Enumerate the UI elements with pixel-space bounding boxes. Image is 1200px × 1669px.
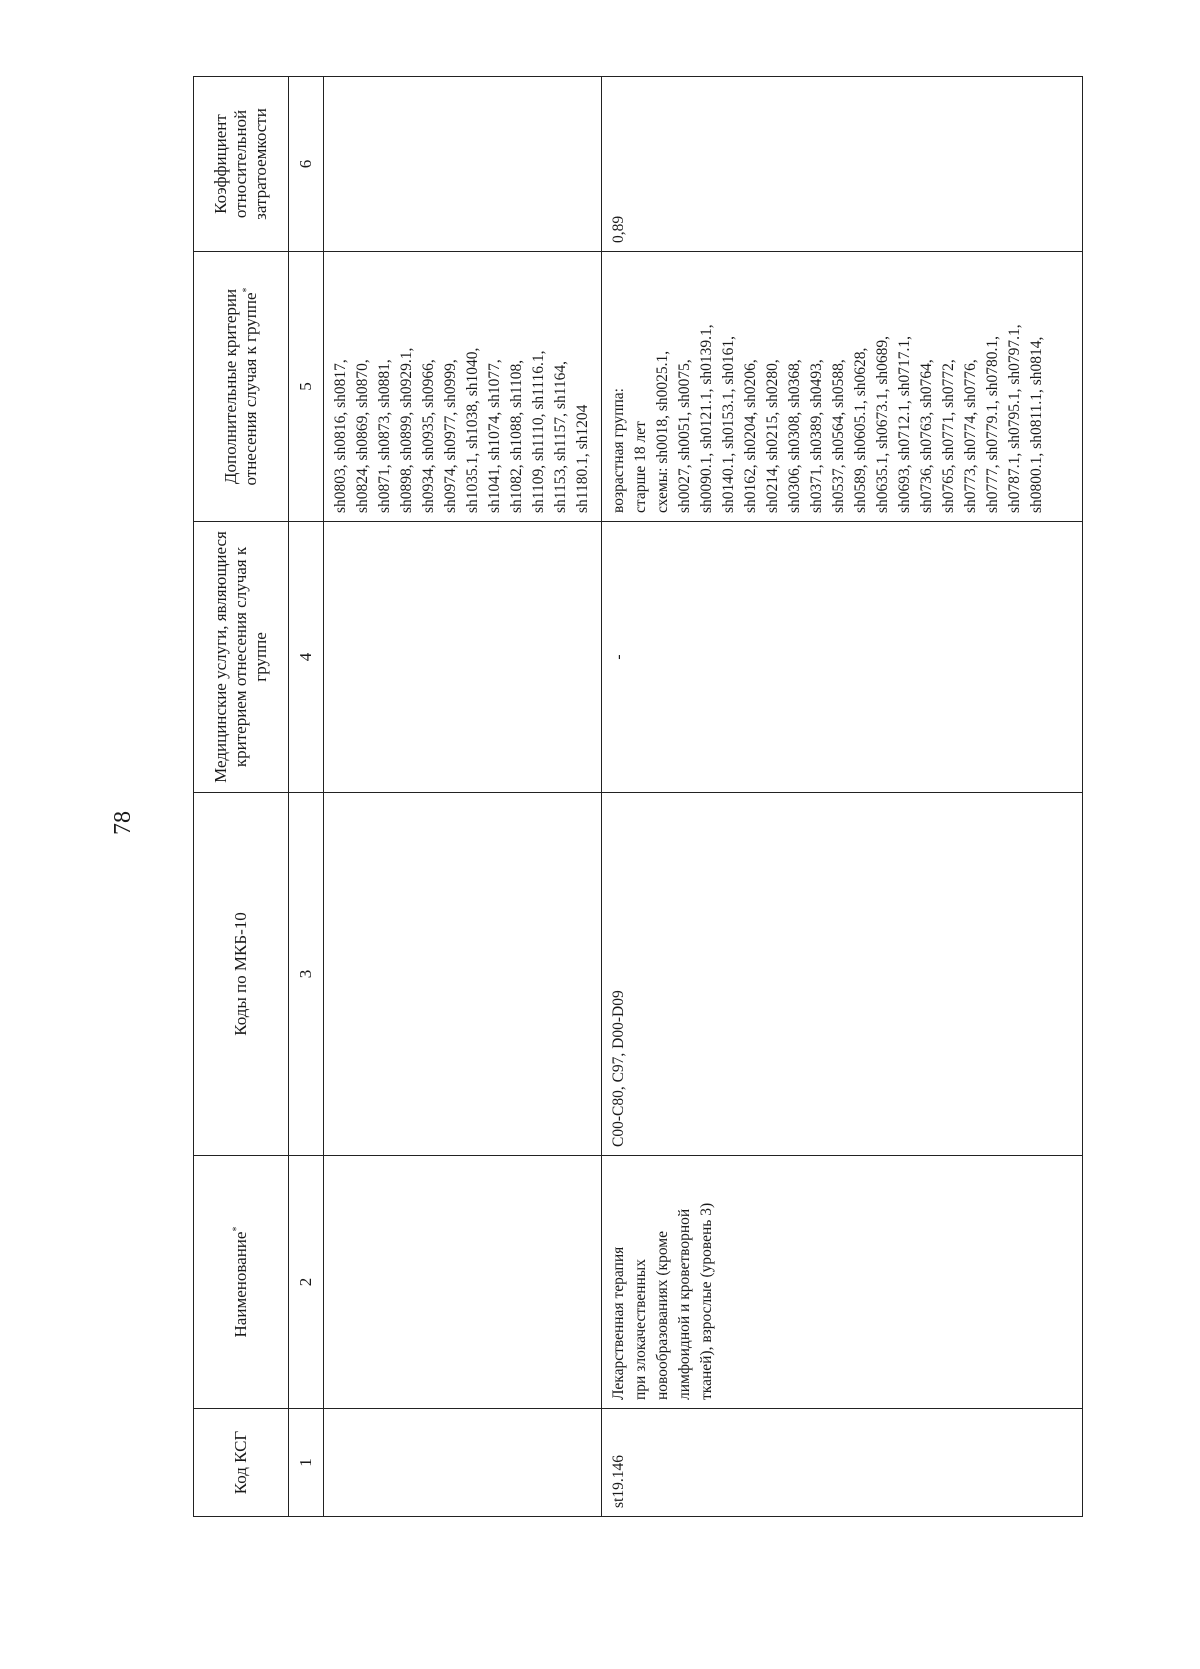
header-cell [194, 77, 289, 252]
cell-services: - [602, 522, 1083, 793]
column-number: 3 [289, 793, 324, 1156]
page-number: 78 [110, 811, 136, 835]
header-label: Медицинские услуги, являющиеся критерием отнесения случая к группе [211, 531, 270, 783]
ksg-table [193, 76, 1083, 1517]
cell-name: Лекарственная терапия при злокачественных новообразованиях (кроме лимфоидной и кроветворной тканей), взрослые (уровень 3) [602, 1156, 1083, 1409]
column-number: 4 [289, 522, 324, 793]
header-label: Код КСГ [231, 1430, 250, 1495]
header-mark: * [231, 1226, 243, 1232]
header-cell [194, 252, 289, 522]
cell-coef [324, 77, 602, 252]
cell-name [324, 1156, 602, 1409]
header-label: Дополнительные критерии отнесения случая к группе [221, 288, 260, 486]
rotated-table-container [193, 77, 1083, 1517]
header-cell [194, 1156, 289, 1409]
header-mark: * [241, 287, 253, 293]
table-header-row [194, 77, 289, 1517]
column-number: 5 [289, 252, 324, 522]
column-number: 2 [289, 1156, 324, 1409]
cell-code [324, 1409, 602, 1517]
cell-criteria: возрастная группа: старше 18 лет схемы: sh0018, sh0025.1, sh0027, sh0051, sh0075, sh0090.1, sh0121.1, sh0139.1, sh0140.1, sh0153.1, sh0161, sh0162, sh0204, sh0206, sh0214, sh0215, sh0280, sh0306, sh0308, sh0368, sh0371, sh0389, sh0493, sh0537, sh0564, sh0588, sh0589, sh0605.1, sh0628, sh0635.1, sh0673.1, sh0689, sh0693, sh0712.1, sh0717.1, sh0736, sh0763, sh0764, sh0765, sh0771, sh0772, sh0773, sh0774, sh0776, sh0777, sh0779.1, sh0780.1, sh0787.1, sh0795.1, sh0797.1, sh0800.1, sh0811.1, sh0814, [602, 252, 1083, 522]
column-number-row [289, 77, 324, 1517]
header-cell [194, 522, 289, 793]
cell-code: st19.146 [602, 1409, 1083, 1517]
table-row [324, 77, 602, 1517]
header-cell [194, 1409, 289, 1517]
column-number: 6 [289, 77, 324, 252]
cell-criteria: sh0803, sh0816, sh0817, sh0824, sh0869, sh0870, sh0871, sh0873, sh0881, sh0898, sh0899, sh0929.1, sh0934, sh0935, sh0966, sh0974, sh0977, sh0999, sh1035.1, sh1038, sh1040, sh1041, sh1074, sh1077, sh1082, sh1088, sh1108, sh1109, sh1110, sh1116.1, sh1153, sh1157, sh1164, sh1180.1, sh1204 [324, 252, 602, 522]
header-label: Коды по МКБ-10 [231, 912, 250, 1036]
header-label: Коэффициент относительной затратоемкости [211, 108, 270, 220]
cell-mkb [324, 793, 602, 1156]
header-cell [194, 793, 289, 1156]
cell-mkb: C00-C80, C97, D00-D09 [602, 793, 1083, 1156]
header-label: Наименование [231, 1231, 250, 1338]
cell-services [324, 522, 602, 793]
table-row [602, 77, 1083, 1517]
cell-coef: 0,89 [602, 77, 1083, 252]
column-number: 1 [289, 1409, 324, 1517]
